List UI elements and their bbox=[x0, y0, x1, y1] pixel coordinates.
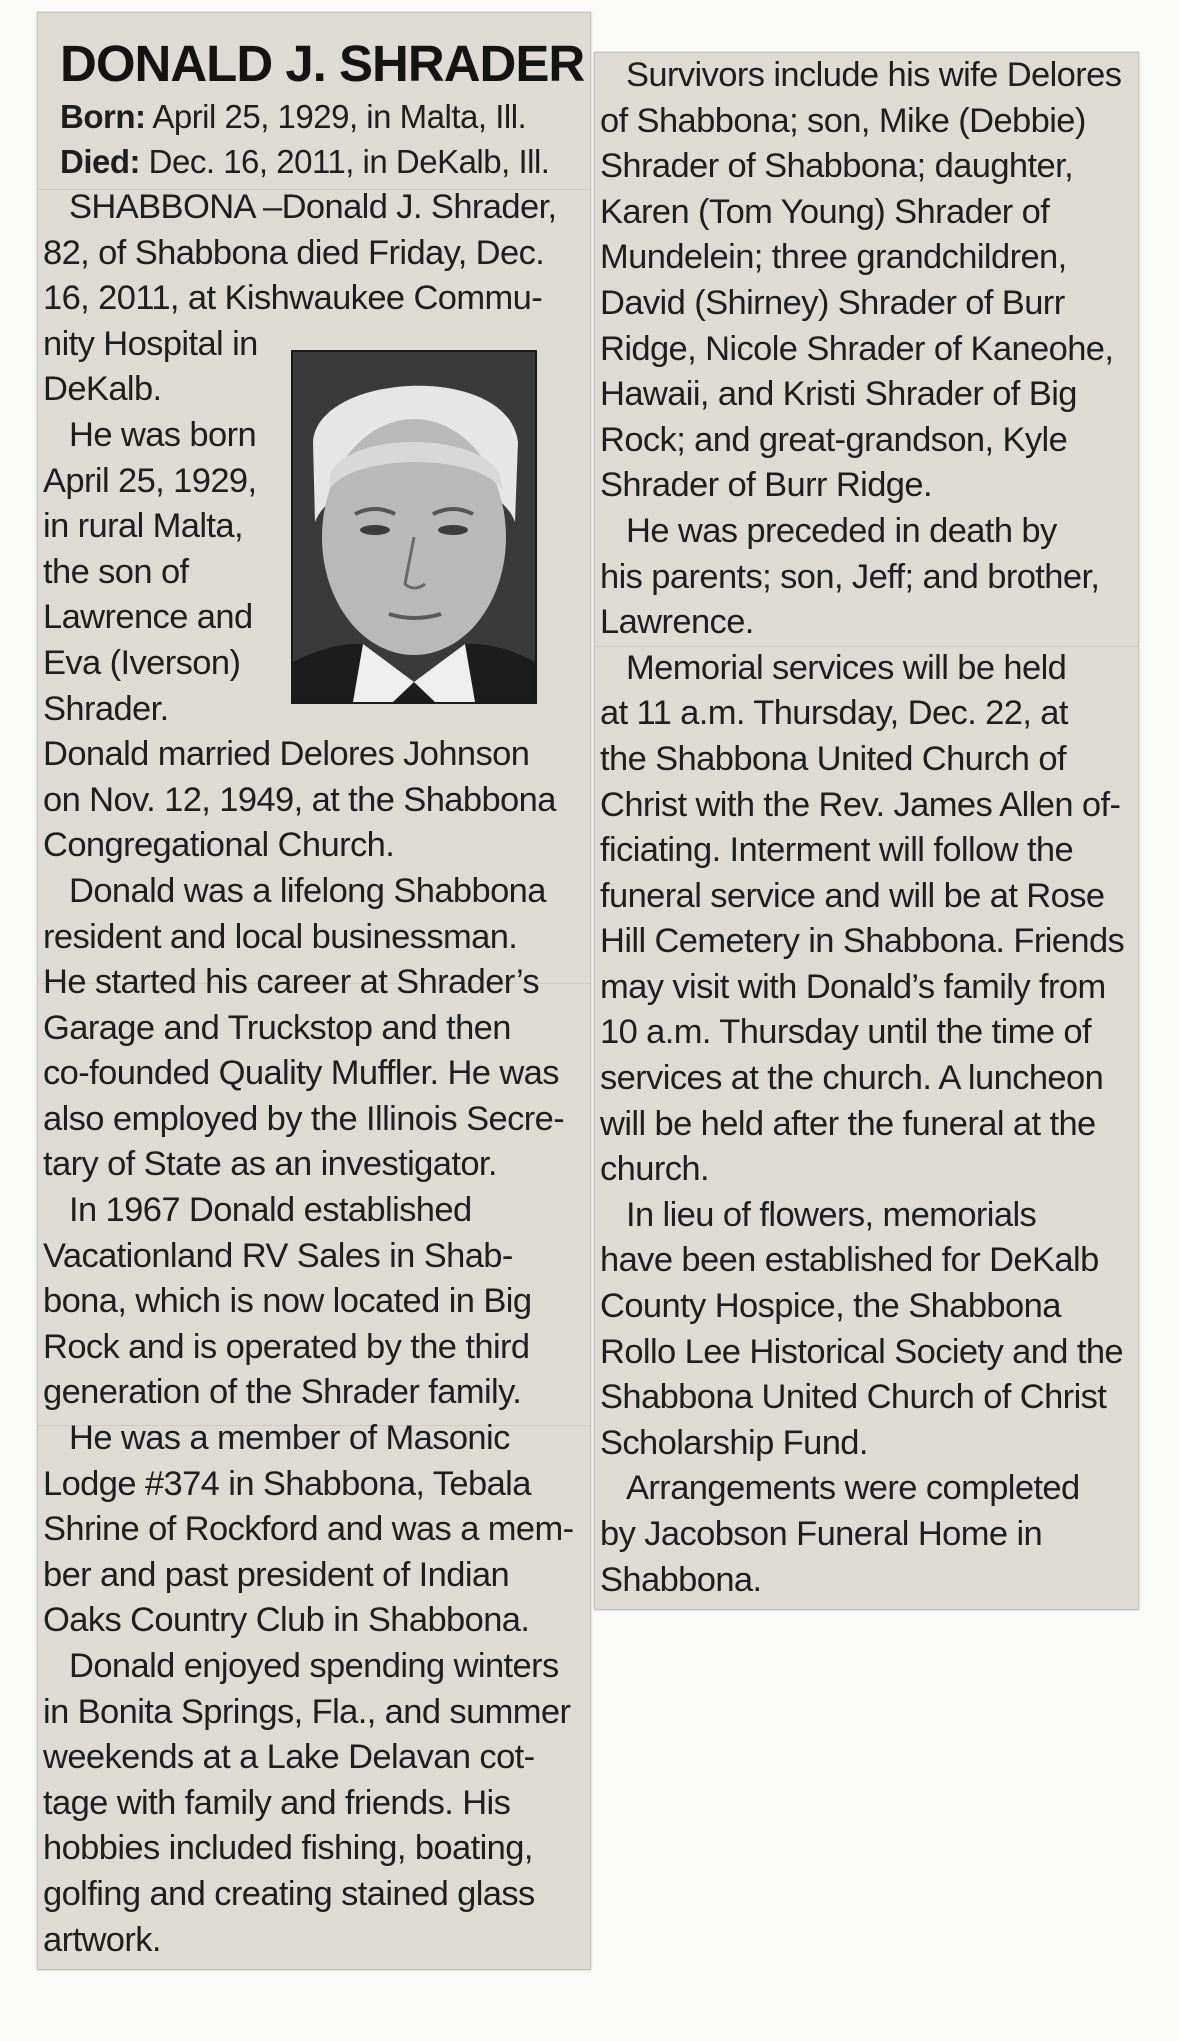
text-line: on Nov. 12, 1949, at the Shabbona bbox=[43, 780, 556, 819]
text-line: In 1967 Donald established bbox=[69, 1191, 472, 1230]
text-line: golfing and creating stained glass bbox=[43, 1874, 535, 1913]
text-line: Oaks Country Club in Shabbona. bbox=[43, 1601, 530, 1640]
born-paragraph bbox=[43, 413, 563, 732]
text-line: tage with family and friends. His bbox=[43, 1783, 511, 1822]
text-line: resident and local businessman. bbox=[43, 917, 518, 956]
text-line: by Jacobson Funeral Home in bbox=[600, 1515, 1043, 1553]
died-line bbox=[60, 141, 549, 183]
text-line: Rock and is operated by the third bbox=[43, 1327, 530, 1366]
text-line: will be held after the funeral at the bbox=[600, 1104, 1096, 1143]
text-line: in Bonita Springs, Fla., and summer bbox=[43, 1692, 571, 1731]
text-line: have been established for DeKalb bbox=[600, 1241, 1099, 1280]
text-line: He started his career at Shrader’s bbox=[43, 963, 540, 1002]
died-value: Dec. 16, 2011, in DeKalb, Ill. bbox=[140, 143, 550, 180]
text-line: Rock; and great-grandson, Kyle bbox=[600, 420, 1068, 459]
text-line: ber and past president of Indian bbox=[43, 1555, 510, 1594]
text-line: bona, which is now located in Big bbox=[43, 1282, 532, 1321]
survivors-paragraph bbox=[600, 53, 1130, 509]
text-line: hobbies included fishing, boating, bbox=[43, 1829, 533, 1868]
services-paragraph bbox=[600, 646, 1130, 1193]
married-paragraph bbox=[43, 732, 563, 869]
text-line: Eva (Iverson) bbox=[43, 643, 241, 682]
text-line: the Shabbona United Church of bbox=[600, 739, 1066, 778]
text-line: his parents; son, Jeff; and brother, bbox=[600, 557, 1100, 596]
text-line: Ridge, Nicole Shrader of Kaneohe, bbox=[600, 329, 1114, 368]
text-line: Lawrence. bbox=[600, 603, 754, 642]
text-line: Donald married Delores Johnson bbox=[43, 735, 530, 774]
text-line: co-founded Quality Muffler. He was bbox=[43, 1054, 559, 1093]
text-line: Karen (Tom Young) Shrader of bbox=[600, 192, 1050, 231]
text-line: SHABBONA –Donald J. Shrader, bbox=[69, 188, 557, 226]
text-line: Shrine of Rockford and was a mem- bbox=[43, 1510, 574, 1549]
text-line: Shabbona. bbox=[600, 1560, 762, 1599]
text-line: In lieu of flowers, memorials bbox=[626, 1195, 1037, 1234]
text-line: He was a member of Masonic bbox=[69, 1419, 510, 1458]
rv-sales-paragraph bbox=[43, 1188, 563, 1416]
text-line: Christ with the Rev. James Allen of- bbox=[600, 785, 1121, 824]
text-line: Lodge #374 in Shabbona, Tebala bbox=[43, 1464, 531, 1503]
text-line: church. bbox=[600, 1150, 709, 1189]
text-line: Memorial services will be held bbox=[626, 648, 1067, 687]
text-line: services at the church. A luncheon bbox=[600, 1059, 1104, 1098]
died-label: Died: bbox=[60, 143, 140, 180]
text-line: ficiating. Interment will follow the bbox=[600, 831, 1074, 870]
text-line: County Hospice, the Shabbona bbox=[600, 1287, 1061, 1326]
intro-paragraph bbox=[43, 185, 563, 413]
text-line: Survivors include his wife Delores bbox=[626, 56, 1122, 94]
text-line: 10 a.m. Thursday until the time of bbox=[600, 1013, 1091, 1052]
text-line: Donald enjoyed spending winters bbox=[69, 1647, 559, 1685]
text-line: Vacationland RV Sales in Shab- bbox=[43, 1236, 513, 1275]
text-line: Lawrence and bbox=[43, 598, 253, 637]
text-line: 82, of Shabbona died Friday, Dec. bbox=[43, 233, 545, 272]
text-line: Hawaii, and Kristi Shrader of Big bbox=[600, 375, 1077, 414]
text-line: Rollo Lee Historical Society and the bbox=[600, 1332, 1124, 1371]
text-line: funeral service and will be at Rose bbox=[600, 876, 1105, 915]
memorials-paragraph bbox=[600, 1193, 1130, 1467]
text-line: Shrader. bbox=[43, 689, 169, 728]
text-line: Arrangements were completed bbox=[626, 1469, 1080, 1508]
text-line: also employed by the Illinois Secre- bbox=[43, 1099, 565, 1138]
text-line: Shrader of Shabbona; daughter, bbox=[600, 147, 1074, 186]
text-line: He was preceded in death by bbox=[626, 511, 1057, 550]
text-line: Shabbona United Church of Christ bbox=[600, 1378, 1107, 1417]
text-line: April 25, 1929, bbox=[43, 461, 257, 500]
text-line: weekends at a Lake Delavan cot- bbox=[43, 1738, 535, 1777]
text-line: David (Shirney) Shrader of Burr bbox=[600, 283, 1065, 322]
obituary-name-headline: DONALD J. SHRADER bbox=[60, 35, 585, 92]
text-line: 16, 2011, at Kishwaukee Commu- bbox=[43, 279, 543, 318]
text-line: Mundelein; three grandchildren, bbox=[600, 238, 1067, 277]
text-line: Congregational Church. bbox=[43, 826, 395, 865]
text-line: at 11 a.m. Thursday, Dec. 22, at bbox=[600, 694, 1068, 733]
text-line: the son of bbox=[43, 552, 189, 591]
text-line: Shrader of Burr Ridge. bbox=[600, 466, 932, 505]
text-line: nity Hospital in bbox=[43, 324, 258, 363]
born-line bbox=[60, 96, 526, 138]
arrangements-paragraph bbox=[600, 1466, 1130, 1603]
born-label: Born: bbox=[60, 98, 146, 135]
text-line: of Shabbona; son, Mike (Debbie) bbox=[600, 101, 1086, 140]
text-line: may visit with Donald’s family from bbox=[600, 967, 1106, 1006]
text-line: tary of State as an investigator. bbox=[43, 1145, 497, 1184]
text-line: He was born bbox=[69, 415, 257, 454]
career-paragraph bbox=[43, 869, 563, 1188]
right-text-column bbox=[600, 53, 1130, 1603]
left-text-column bbox=[43, 185, 574, 1963]
text-line: in rural Malta, bbox=[43, 507, 243, 546]
text-line: Donald was a lifelong Shabbona bbox=[69, 871, 546, 910]
text-line: Hill Cemetery in Shabbona. Friends bbox=[600, 922, 1125, 961]
born-value: April 25, 1929, in Malta, Ill. bbox=[145, 98, 527, 135]
hobbies-paragraph bbox=[43, 1644, 571, 1963]
text-line: artwork. bbox=[43, 1920, 161, 1959]
text-line: DeKalb. bbox=[43, 370, 162, 409]
masonic-paragraph bbox=[43, 1416, 574, 1644]
text-line: generation of the Shrader family. bbox=[43, 1373, 522, 1412]
text-line: Scholarship Fund. bbox=[600, 1423, 868, 1462]
text-line: Garage and Truckstop and then bbox=[43, 1008, 511, 1047]
preceded-paragraph bbox=[600, 509, 1130, 646]
